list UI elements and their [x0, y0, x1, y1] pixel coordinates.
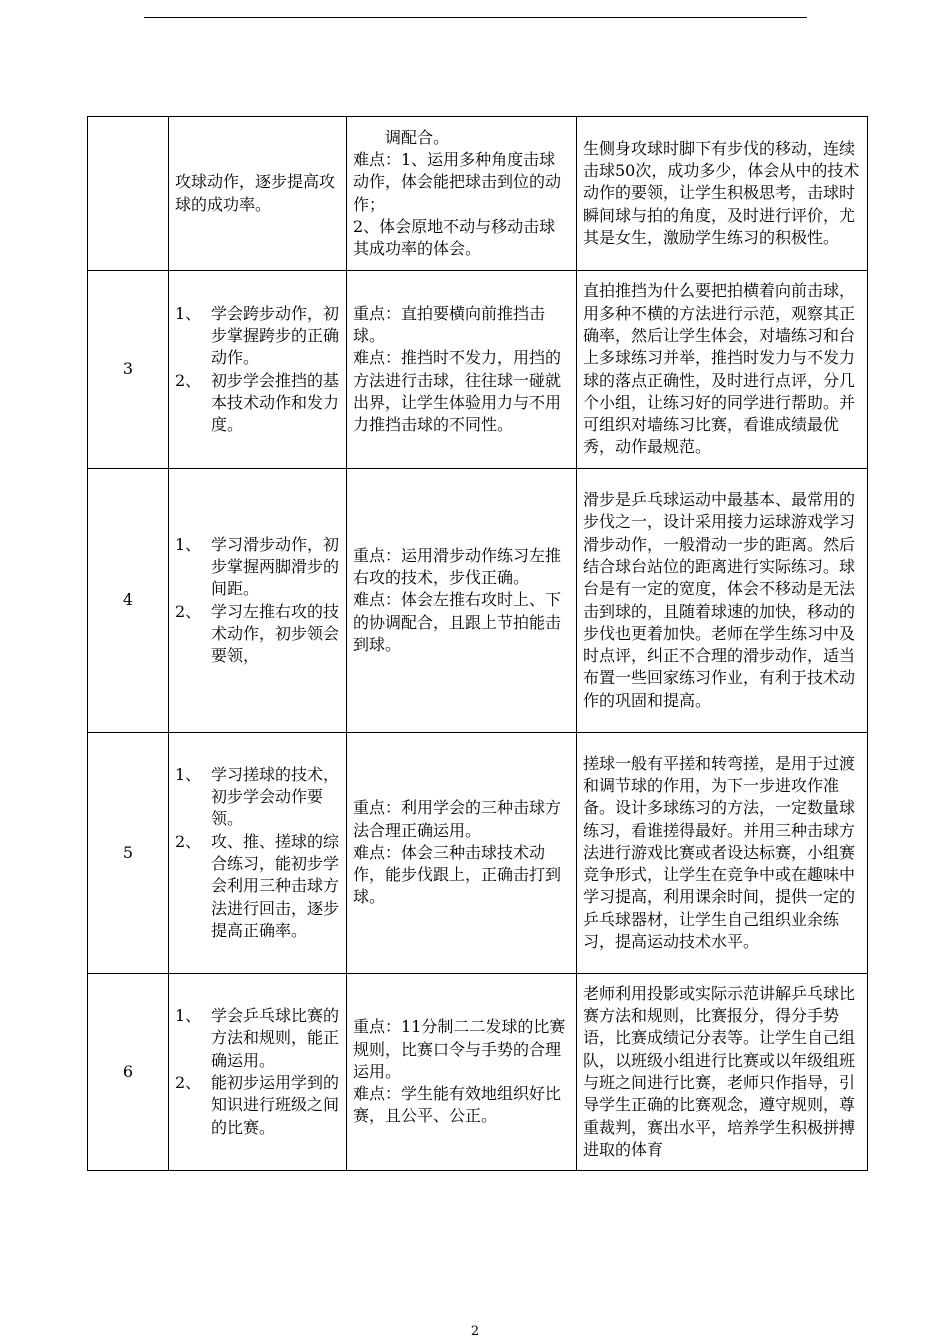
goal-marker: 2、: [175, 831, 202, 851]
goal-text: 学习搓球的技术，初步学会动作要领。: [211, 764, 340, 829]
goal-item: [175, 601, 340, 668]
key-point-line: 重点：运用滑步动作练习左推右攻的技术，步伐正确。: [353, 545, 562, 588]
table-row: [88, 469, 868, 733]
lesson-number-cell: 6: [88, 974, 169, 1171]
goal-marker: 1、: [175, 764, 202, 784]
key-point-line: 重点：11分制二二发球的比赛规则，比赛口令与手势的合理运用。: [353, 1017, 566, 1081]
goal-text: 能初步运用学到的知识进行班级之间的比赛。: [211, 1073, 340, 1137]
goal-marker: 1、: [175, 534, 202, 554]
goal-cell: [169, 469, 347, 733]
goal-text: 攻、推、搓球的综合练习，能初步学会利用三种击球方法进行回击，逐步提高正确率。: [211, 831, 340, 940]
key-point-line: 难点：体会左推右攻时上、下的协调配合，且跟上节拍能击到球。: [353, 590, 562, 654]
method-text: 老师利用投影或实际示范讲解乒乓球比赛方法和规则，比赛报分，得分手势语，比赛成绩记分表等。让学生自己组队，以班级小组进行比赛或以年级组班与班之间进行比赛，老师只作指导，引导学生正确的比赛观念，遵守规则，尊重裁判，赛出水平，培养学生积极拼搏进取的体育: [583, 983, 856, 1159]
goal-marker: 2、: [175, 601, 202, 621]
goal-marker: 1、: [175, 303, 202, 323]
table-row: [88, 974, 868, 1171]
page-number: 2: [470, 1324, 480, 1339]
table-row: [88, 271, 868, 469]
method-cell: [577, 974, 868, 1171]
method-cell: [577, 469, 868, 733]
goal-item: [175, 1005, 340, 1072]
goal-text: 学习左推右攻的技术动作，初步领会要领，: [211, 601, 340, 666]
method-text: 直拍推挡为什么要把拍横着向前击球，用多种不横的方法进行示范，观察其正确率，然后让学生体会，对墙练习和台上多球练习并举，推挡时发力与不发力球的落点正确性，及时进行点评，分几个小组，让练习好的同学进行帮助。并可组织对墙练习比赛，看谁成绩最优秀，动作最规范。: [583, 281, 856, 457]
goal-marker: 2、: [175, 370, 202, 390]
key-point-line: 重点：直拍要横向前推挡击球。: [353, 303, 546, 345]
goal-text: 学会乒乓球比赛的方法和规则，能正确运用。: [211, 1006, 340, 1070]
goal-cell: [169, 974, 347, 1171]
lesson-number-cell: 5: [88, 733, 169, 974]
key-point-line: 2、体会原地不动与移动击球其成功率的体会。: [353, 216, 556, 259]
method-cell: [577, 117, 868, 271]
key-point-line: 难点：1、运用多种角度击球动作，体会能把球击到位的动作；: [353, 149, 562, 214]
goal-text: 学会跨步动作，初步掌握跨步的正确动作。: [211, 303, 340, 368]
table-row: [88, 117, 868, 271]
lesson-number-cell: 3: [88, 271, 169, 469]
key-points-cell: [347, 733, 577, 974]
goal-cell: [169, 117, 347, 271]
key-point-line: 调配合。: [385, 127, 450, 147]
goal-marker: 1、: [175, 1006, 202, 1026]
key-points-cell: [347, 271, 577, 469]
method-text: 生侧身攻球时脚下有步伐的移动，连续击球50次，成功多少，体会从中的技术动作的要领，让学生积极思考，击球时瞬间球与拍的角度，及时进行评价，尤其是女生，激励学生练习的积极性。: [583, 138, 860, 247]
key-points-cell: [347, 469, 577, 733]
goal-item: [175, 534, 340, 601]
method-text: 搓球一般有平搓和转弯搓，是用于过渡和调节球的作用，为下一步进攻作准备。设计多球练习的方法，一定数量球练习，看谁搓得最好。并用三种击球方法进行游戏比赛或者设达标赛，小组赛竞争形式，让学生在竞争中或在趣味中学习提高，利用课余时间，提供一定的乒乓球器材，让学生自己组织业余练习，提高运动技术水平。: [583, 753, 856, 952]
key-point-line: 难点：学生能有效地组织好比赛，且公平、公正。: [353, 1084, 562, 1126]
goal-cell: [169, 271, 347, 469]
key-point-line: 难点：推挡时不发力，用挡的方法进行击球，往往球一碰就出界，让学生体验用力与不用力推挡击球的不同性。: [353, 348, 562, 435]
lesson-plan-table: [87, 116, 868, 1171]
key-points-cell: [347, 117, 577, 271]
goal-marker: 2、: [175, 1073, 202, 1092]
goal-cell: [169, 733, 347, 974]
method-cell: [577, 271, 868, 469]
key-point-line: 难点：体会三种击球技术动作，能步伐跟上，正确击打到球。: [353, 842, 562, 907]
lesson-number-cell: [88, 117, 169, 271]
goal-text: 学习滑步动作，初步掌握两脚滑步的间距。: [211, 534, 340, 599]
header-rule: [144, 17, 807, 18]
key-points-cell: [347, 974, 577, 1171]
table-row: [88, 733, 868, 974]
goal-item: [175, 831, 340, 942]
goal-text: 攻球动作，逐步提高攻球的成功率。: [175, 172, 336, 214]
lesson-number-cell: 4: [88, 469, 169, 733]
goal-item: [175, 303, 340, 370]
key-point-line: 重点：利用学会的三种击球方法合理正确运用。: [353, 798, 562, 840]
method-text: 滑步是乒乓球运动中最基本、最常用的步伐之一，设计采用接力运球游戏学习滑步动作，一般滑动一步的距离。然后结合球台站位的距离进行实际练习。球台是有一定的宽度，体会不移动是无法击到球的，且随着球速的加快，移动的步伐也更着加快。老师在学生练习中及时点评，纠正不合理的滑步动作，适当布置一些回家练习作业，有利于技术动作的巩固和提高。: [583, 490, 856, 710]
goal-item: [175, 764, 340, 831]
goal-text: 初步学会推挡的基本技术动作和发力度。: [211, 370, 340, 435]
method-cell: [577, 733, 868, 974]
goal-item: [175, 370, 340, 437]
goal-item: [175, 1072, 340, 1139]
